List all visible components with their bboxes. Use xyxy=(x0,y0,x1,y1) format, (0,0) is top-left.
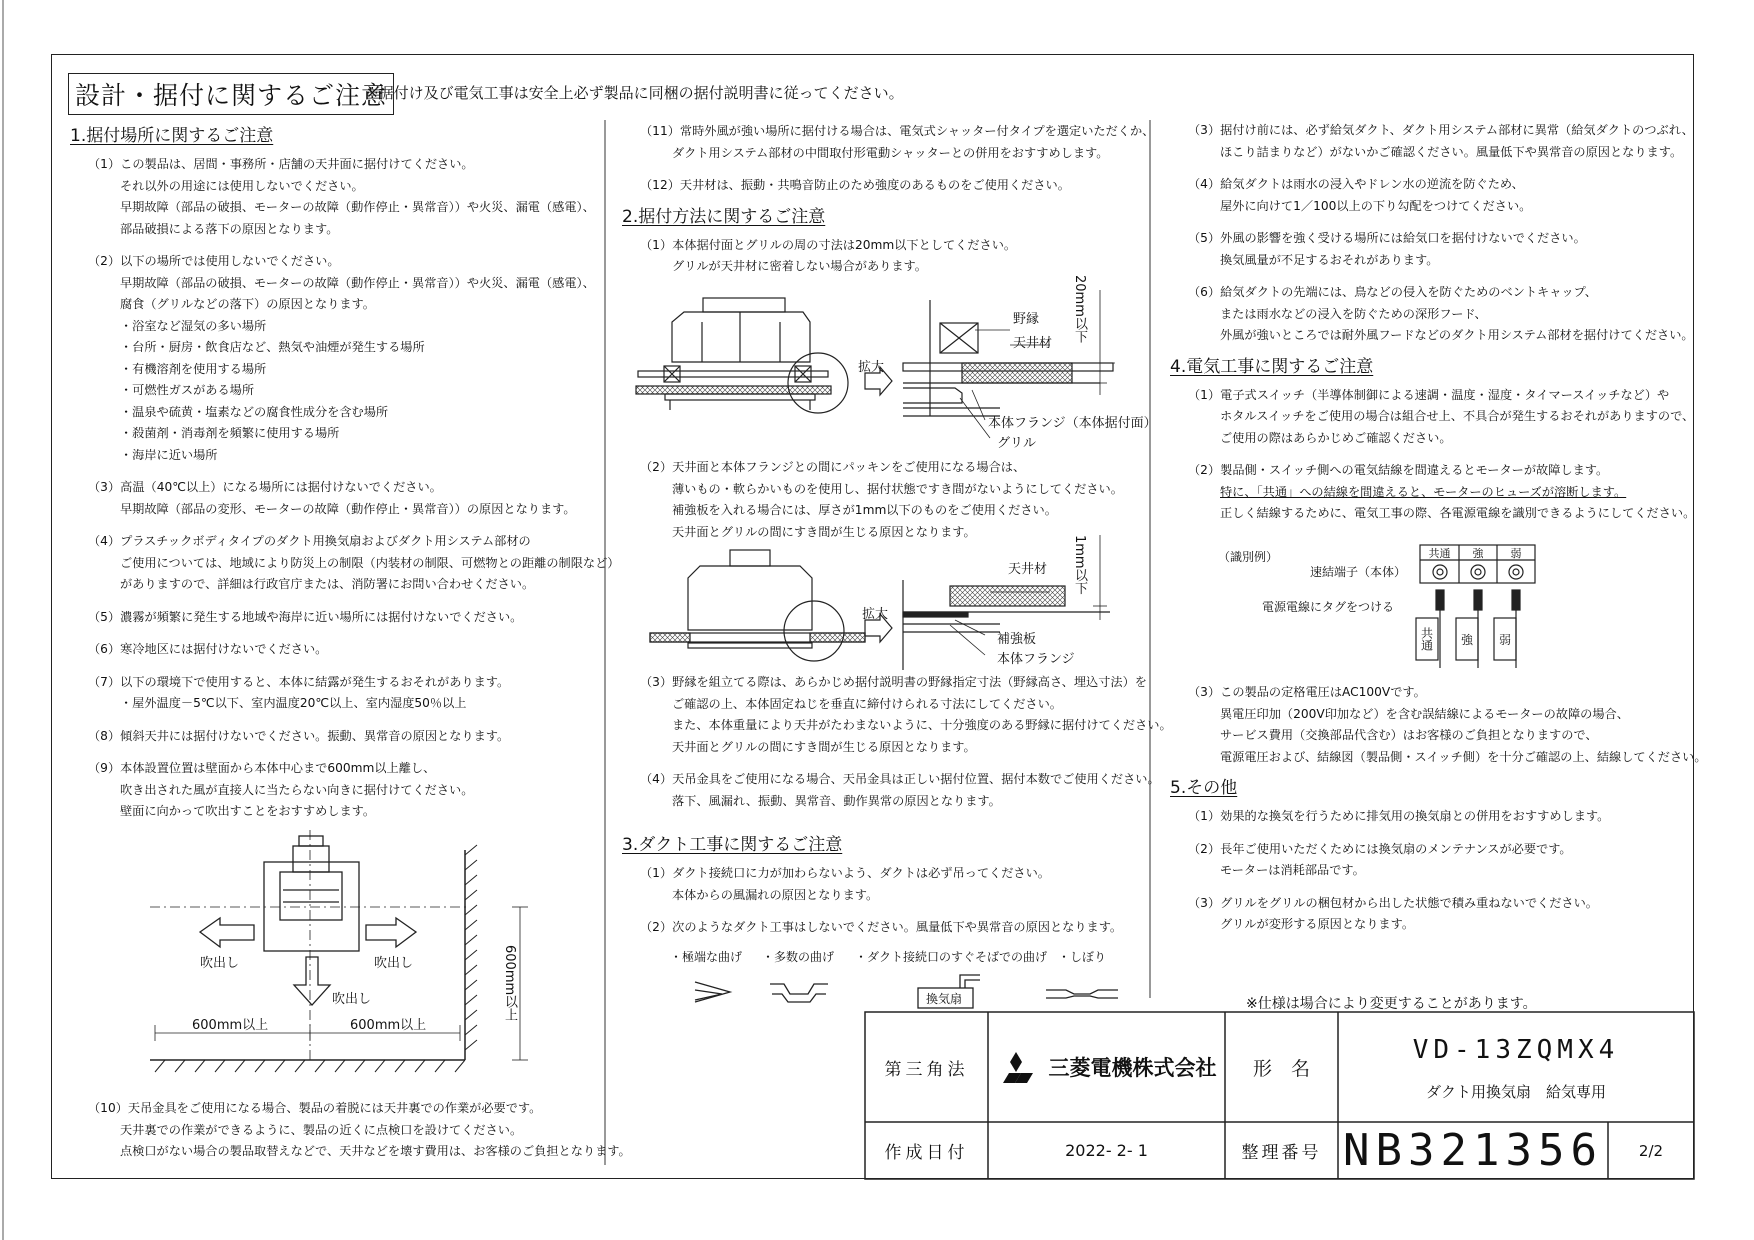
column-2-bottom xyxy=(622,672,1172,939)
item-1-2: （2）以下の場所では使用しないでください。 早期故障（部品の破損、モーターの故障（動作停止・異常音））や火災、漏電（感電）、 腐食（グリルなどの落下）の原因となります。 ・浴室など湿気の多い場所 ・台所・厨房・飲食店など、熱気や油煙が発生する場所 ・有機溶剤を使用する場所 ・可燃性ガスがある場所 ・温泉や硫黄・塩素などの腐食性成分を含む場所 ・殺菌剤・消毒剤を頻繁に使用する場所 ・海岸に近い場所 xyxy=(88,254,595,462)
spec-change-note: ※仕様は場合により変更することがあります。 xyxy=(1246,996,1537,1012)
company-name: 三菱電機株式会社 xyxy=(1048,1056,1217,1080)
model-label: 形 名 xyxy=(1252,1057,1310,1080)
product-description: ダクト用換気扇 給気専用 xyxy=(1425,1082,1606,1101)
item-4-3: （3）この製品の定格電圧はAC100Vです。 異電圧印加（200V印加など）を含む誤結線によるモーターの故障の場合、 サービス費用（交換部品代含む）はお客様のご負担となりますので、 電源電圧および、結線図（製品側・スイッチ側）を十分ご確認の上、結線してください。 xyxy=(1188,685,1707,764)
model-number: VD-13ZQMX4 xyxy=(1412,1035,1620,1065)
fig-dist-left: 600mm以上 xyxy=(192,1018,269,1033)
column-1 xyxy=(70,120,619,823)
fig1-tenjo: 天井材 xyxy=(1013,336,1053,351)
item-1-8: （8）傾斜天井には据付けないでください。振動、異常音の原因となります。 xyxy=(88,728,510,743)
item-1-6: （6）寒冷地区には据付けないでください。 xyxy=(88,642,328,656)
wiring-tag-weak: 弱 xyxy=(1498,632,1511,647)
fig-dist-right: 600mm以上 xyxy=(350,1018,427,1033)
wiring-head-common: 共通 xyxy=(1428,546,1451,560)
page-number: 2/2 xyxy=(1638,1141,1664,1160)
section-2-title: 2.据付方法に関するご注意 xyxy=(622,206,826,227)
column-3-top xyxy=(1170,120,1695,525)
item-4-2: （2）製品側・スイッチ側への電気結線を間違えるとモーターが故障します。 特に、「共通」への結線を間違えると、モーターのヒューズが溶断します。 正しく結線するために、電気工事の際、各電源電線を識別できるようにしてください。 xyxy=(1188,463,1696,520)
item-2-3: （3）野縁を組立てる際は、あらかじめ据付説明書の野縁指定寸法（野縁高さ、埋込寸法）を ご確認の上、本体固定ねじを垂直に締付けられる寸法にしてください。 また、本体重量により天井がたわまないように、十分強度のある野縁に据付けてください。 天井面とグリルの間にすき間が生じる原因となります。 xyxy=(640,675,1172,754)
item-3-3: （3）据付け前には、必ず給気ダクト、ダクト用システム部材に異常（給気ダクトのつぶれ、 ほこり詰まりなど）がないかご確認ください。風量低下や異常音の原因となります。 xyxy=(1188,123,1694,159)
document-number: NB321356 xyxy=(1343,1125,1603,1176)
fig-blow-right: 吹出し xyxy=(374,956,414,971)
fig1-flange: 本体フランジ（本体据付面） xyxy=(988,416,1157,431)
item-1-1: （1）この製品は、居間・事務所・店舗の天井面に据付けてください。 それ以外の用途には使用しないでください。 早期故障（部品の破損、モーターの故障（動作停止・異常音））や火災、漏電（感電）、 部品破損による落下の原因となります。 xyxy=(88,157,595,236)
section-1-title: 1.据付場所に関するご注意 xyxy=(70,126,274,146)
fig1-dim: 20mm以下 xyxy=(1072,275,1087,343)
item-5-3: （3）グリルをグリルの梱包材から出した状態で積み重ねないでください。 グリルが変形する原因となります。 xyxy=(1188,895,1598,931)
column-3-bottom xyxy=(1170,682,1707,936)
wiring-head-weak: 弱 xyxy=(1510,546,1522,560)
wiring-head-strong: 強 xyxy=(1472,546,1484,560)
section-4-title: 4.電気工事に関するご注意 xyxy=(1170,356,1374,377)
wiring-tag-strong: 強 xyxy=(1460,632,1473,647)
item-1-10: （10）天吊金具をご使用になる場合、製品の着脱には天井裏での作業が必要です。 天井裏での作業ができるように、製品の近くに点検口を設けてください。 点検口がない場合の製品取替えなどで、天井などを壊す費用は、お客様のご負担となります。 xyxy=(88,1101,631,1158)
fig-blow-left: 吹出し xyxy=(200,956,240,971)
item-5-2: （2）長年ご使用いただくためには換気扇のメンテナンスが必要です。 モーターは消耗部品です。 xyxy=(1188,841,1572,877)
fig1-noen: 野縁 xyxy=(1013,312,1040,327)
duct-label-near: ・ダクト接続口のすぐそばでの曲げ xyxy=(855,950,1048,964)
item-2-2: （2）天井面と本体フランジとの間にパッキンをご使用になる場合は、 薄いもの・軟らかいものを使用し、据付状態ですき間がないようにしてください。 補強板を入れる場合には、厚さが1mm以下のものをご使用ください。 天井面とグリルの間にすき間が生じる原因となります。 xyxy=(640,460,1123,539)
projection-method: 第三角法 xyxy=(884,1059,969,1080)
item-1-3: （3）高温（40℃以上）になる場所には据付けないでください。 早期故障（部品の変形、モーターの故障（動作停止・異常音））の原因となります。 xyxy=(88,480,576,516)
section-5-title: 5.その他 xyxy=(1170,778,1238,798)
fig2-zoom: 拡大 xyxy=(862,607,889,622)
item-5-1: （1）効果的な換気を行うために排気用の換気扇との併用をおすすめします。 xyxy=(1188,809,1610,823)
wiring-tag-common: 共通 xyxy=(1419,627,1434,651)
fig1-grill: グリル xyxy=(997,436,1037,451)
item-1-4: （4）プラスチックボディタイプのダクト用換気扇およびダクト用システム部材の ご使用については、地域により防災上の制限（内装材の制限、可燃物との距離の制限など） がありますので、詳細は行政官庁または、消防署にお問い合わせください。 xyxy=(88,534,620,591)
item-1-9: （9）本体設置位置は壁面から本体中心まで600mm以上離し、 吹き出された風が直接人に当たらない向きに据付けてください。 壁面に向かって吹出すことをおすすめします。 xyxy=(88,761,474,818)
item-3-1: （1）ダクト接続口に力が加わらないよう、ダクトは必ず吊ってください。 本体からの風漏れの原因となります。 xyxy=(640,866,1050,902)
page-title: 設計・据付に関するご注意 xyxy=(68,73,394,115)
fig2-tenjo: 天井材 xyxy=(1008,562,1048,577)
item-1-12: （12）天井材は、振動・共鳴音防止のため強度のあるものをご使用ください。 xyxy=(640,178,1070,192)
fig1-zoom: 拡大 xyxy=(858,360,885,375)
column-2-top xyxy=(622,121,1154,278)
item-1-5: （5）濃霧が頻繁に発生する地域や海岸に近い場所には据付けないでください。 xyxy=(88,609,523,624)
item-1-7: （7）以下の環境下で使用すると、本体に結露が発生するおそれがあります。 ・屋外温度－5℃以下、室内温度20℃以上、室内湿度50％以上 xyxy=(88,674,510,710)
section-3-title: 3.ダクト工事に関するご注意 xyxy=(622,835,843,855)
creation-date: 2022- 2- 1 xyxy=(1065,1141,1148,1160)
item-3-2: （2）次のようなダクト工事はしないでください。風量低下や異常音の原因となります。 xyxy=(640,920,1123,934)
number-label: 整理番号 xyxy=(1241,1143,1322,1163)
item-3-5: （5）外風の影響を強く受ける場所には給気口を据付けないでください。 換気風量が不足するおそれがあります。 xyxy=(1188,231,1586,267)
item-2-1: （1）本体据付面とグリルの周の寸法は20mm以下としてください。 グリルが天井材に密着しない場合があります。 xyxy=(640,237,1017,273)
wiring-example: （識別例） xyxy=(1218,550,1279,564)
wiring-tag-note: 電源電線にタグをつける xyxy=(1262,600,1395,614)
duct-label-squeeze: ・しぼり xyxy=(1058,950,1107,964)
item-3-4: （4）給気ダクトは雨水の浸入やドレン水の逆流を防ぐため、 屋外に向けて1／100以上の下り勾配をつけてください。 xyxy=(1188,177,1532,213)
duct-fan-label: 換気扇 xyxy=(926,992,963,1006)
wiring-terminal: 速結端子（本体） xyxy=(1310,565,1407,579)
date-label: 作成日付 xyxy=(884,1143,969,1163)
duct-label-sharp: ・極端な曲げ xyxy=(670,950,743,964)
item-1-11: （11）常時外風が強い場所に据付ける場合は、電気式シャッター付タイプを選定いただくか、 ダクト用システム部材の中間取付形電動シャッターとの併用をおすすめします。 xyxy=(640,124,1155,160)
fig-dist-wall: 600mm以上 xyxy=(502,945,517,1022)
fig2-dim: 1mm以下 xyxy=(1072,535,1087,595)
item-2-4: （4）天吊金具をご使用になる場合、天吊金具は正しい据付位置、据付本数でご使用ください。 落下、風漏れ、振動、異常音、動作異常の原因となります。 xyxy=(640,772,1160,808)
duct-label-multi: ・多数の曲げ xyxy=(762,950,835,964)
fig2-flange: 本体フランジ xyxy=(997,652,1075,667)
item-4-1: （1）電子式スイッチ（半導体制御による速調・温度・湿度・タイマースイッチなど）や ホタルスイッチをご使用の場合は組合せ上、不具合が発生するおそれがありますので、 ご使用の際はあらかじめご確認ください。 xyxy=(1188,387,1695,445)
item-3-6: （6）給気ダクトの先端には、鳥などの侵入を防ぐためのベントキャップ、 または雨水などの浸入を防ぐための深形フード、 外風が強いところでは耐外風フードなどのダクト用システム部材を据付けてください。 xyxy=(1188,285,1694,342)
fig-blow-down: 吹出し xyxy=(332,992,372,1007)
safety-note: ※据付け及び電気工事は安全上必ず製品に同梱の据付説明書に従ってください。 xyxy=(366,84,904,102)
fig2-plate: 補強板 xyxy=(997,632,1037,647)
